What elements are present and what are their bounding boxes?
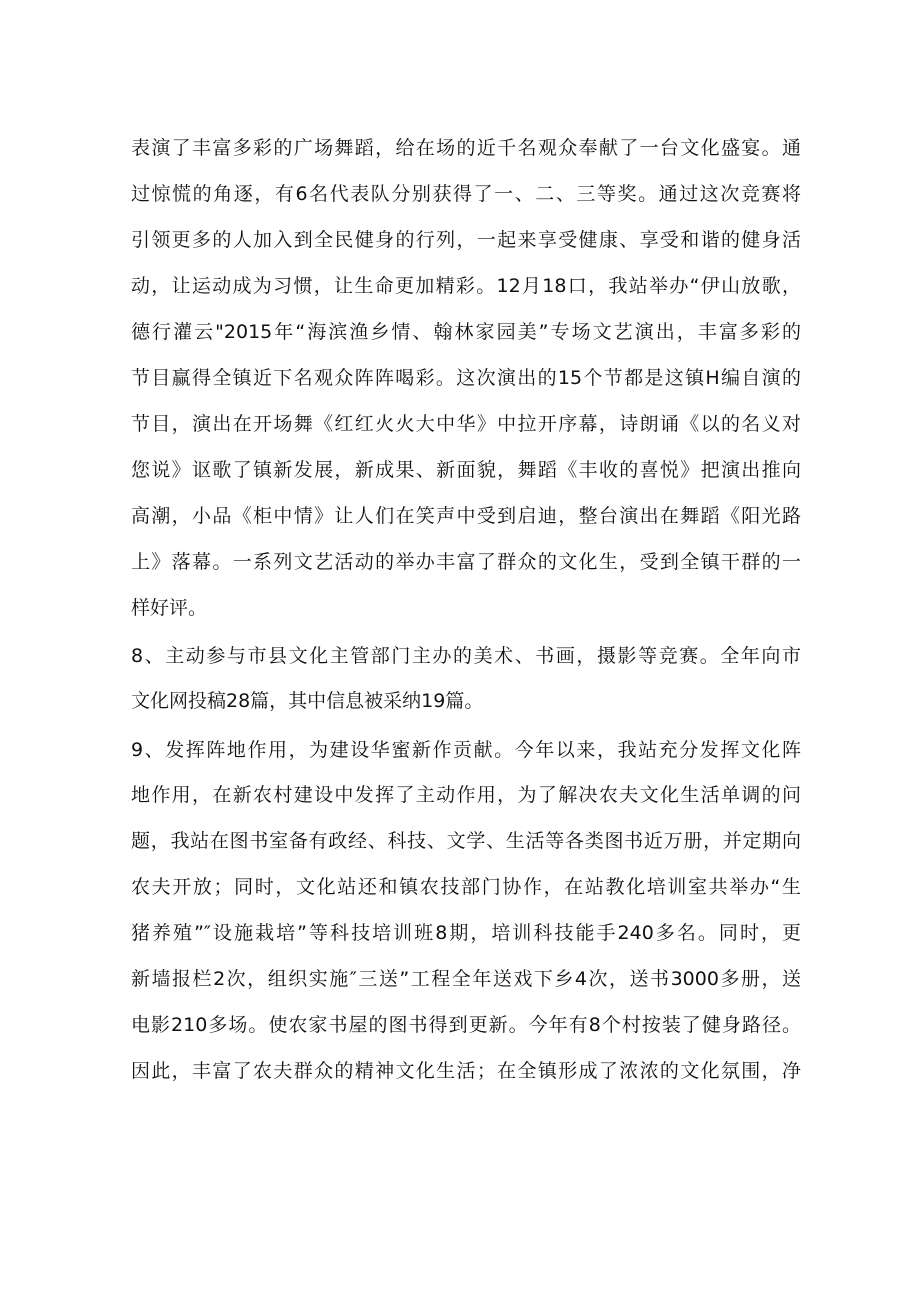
- text-line: 过惊慌的角逐，有6名代表队分别获得了一、二、三等奖。通过这次竞赛将: [131, 183, 801, 205]
- text-line: 您说》讴歌了镇新发展，新成果、新面貌，舞蹈《丰收的喜悦》把演出推向: [131, 459, 801, 481]
- text-line: 地作用，在新农村建设中发挥了主动作用，为了解决农夫文化生活单调的问: [131, 784, 801, 806]
- text-line: 9、发挥阵地作用，为建设华蜜新作贡献。今年以来，我站充分发挥文化阵: [131, 739, 801, 761]
- text-line: 文化网投稿28篇，其中信息被采纳19篇。: [131, 690, 484, 712]
- text-line: 德行灌云"2015年“海滨渔乡情、翰林家园美”专场文艺演出，丰富多彩的: [131, 321, 801, 343]
- text-line: 题，我站在图书室备有政经、科技、文学、生活等各类图书近万册，并定期向: [131, 830, 801, 852]
- text-line: 因此，丰富了农夫群众的精神文化生活；在全镇形成了浓浓的文化氛围，净: [131, 1060, 801, 1082]
- text-line: 节目，演出在开场舞《红红火火大中华》中拉开序幕，诗朗诵《以的名义对: [131, 413, 801, 435]
- text-line: 高潮，小品《柜中情》让人们在笑声中受到启迪，整台演出在舞蹈《阳光路: [131, 505, 801, 527]
- text-line: 8、主动参与市县文化主管部门主办的美术、书画，摄影等竞赛。全年向市: [131, 645, 801, 667]
- text-line: 动，让运动成为习惯，让生命更加精彩。12月18口，我站举办“伊山放歌，: [131, 275, 801, 297]
- text-line: 引领更多的人加入到全民健身的行列，一起来享受健康、享受和谐的健身活: [131, 229, 801, 251]
- text-line: 猪养殖”″设施栽培”等科技培训班8期，培训科技能手240多名。同时，更: [131, 922, 801, 944]
- text-line: 电影210多场。使农家书屋的图书得到更新。今年有8个村按装了健身路径。: [131, 1014, 801, 1036]
- text-line: 样好评。: [131, 597, 208, 619]
- text-line: 节目赢得全镇近下名观众阵阵喝彩。这次演出的15个节都是这镇H编自演的: [131, 367, 801, 389]
- text-line: 农夫开放；同时，文化站还和镇农技部门协作，在站教化培训室共举办“生: [131, 876, 801, 898]
- text-line: 上》落幕。一系列文艺活动的举办丰富了群众的文化生，受到全镇干群的一: [131, 551, 801, 573]
- text-line: 表演了丰富多彩的广场舞蹈，给在场的近千名观众奉献了一台文化盛宴。通: [131, 137, 801, 159]
- text-line: 新墙报栏2次，组织实施″三送”工程全年送戏下乡4次，送书3000多册，送: [131, 968, 801, 990]
